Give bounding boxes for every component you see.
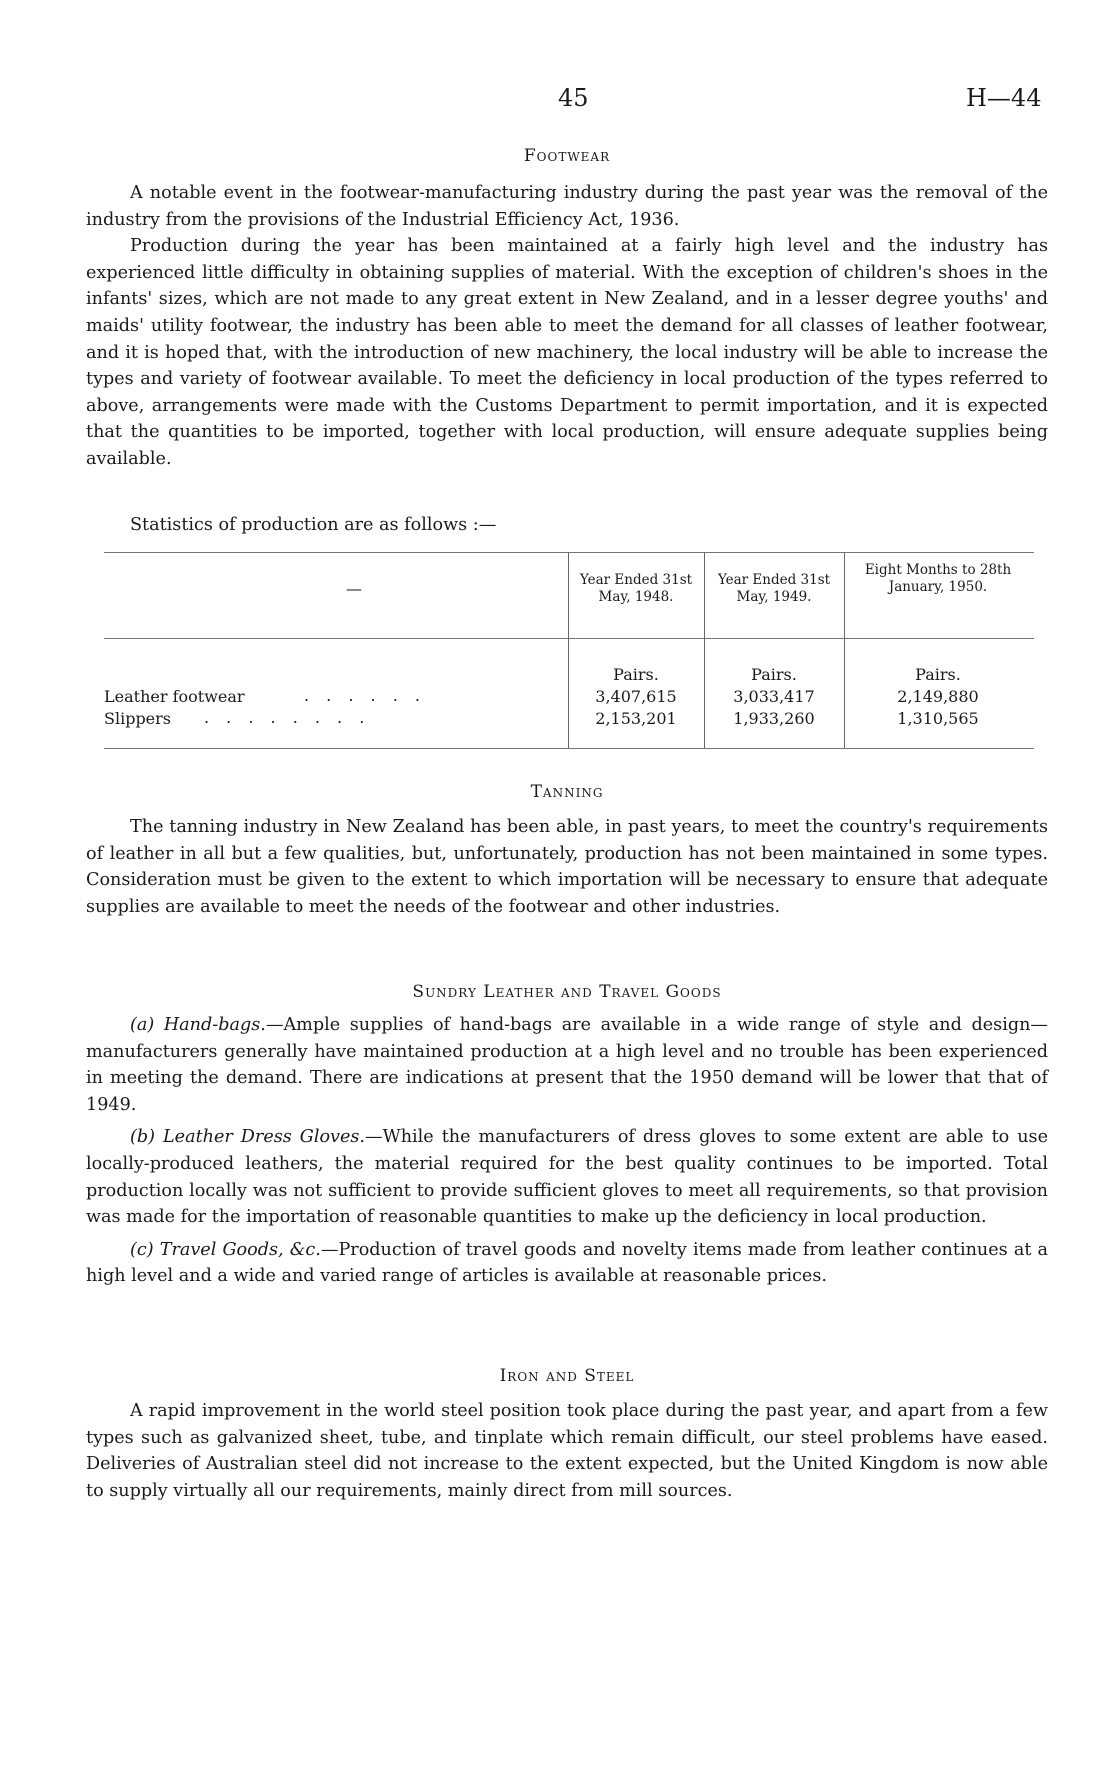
sundry-item-a bbox=[86, 1012, 1048, 1118]
value-cell: 2,153,201 bbox=[595, 709, 677, 728]
footwear-paragraph-1: A notable event in the footwear-manufacturing industry during the past year was the removal of the industry from the provisions of the Industrial Efficiency Act, 1936. bbox=[86, 183, 1048, 230]
sundry-item-c bbox=[86, 1237, 1048, 1290]
row-label: Leather footwear bbox=[104, 687, 245, 706]
item-text: —While the manufacturers of dress gloves to some extent are able to use locally-produced leathers, the material required for the best quality continues to be imported. Total production locally was not sufficient to provide sufficient gloves to meet all requirements, so that provision was made for the importation of reasonable quantities to make up the deficiency in local production. bbox=[86, 1127, 1048, 1228]
sundry-heading: Sundry Leather and Travel Goods bbox=[412, 982, 722, 1002]
statistics-intro: Statistics of production are as follows :— bbox=[130, 515, 497, 535]
unit-label: Pairs. bbox=[751, 665, 797, 684]
unit-label: Pairs. bbox=[915, 665, 961, 684]
sundry-item-b bbox=[86, 1124, 1048, 1230]
value-cell: 3,033,417 bbox=[733, 687, 815, 706]
statistics-intro-wrap bbox=[86, 512, 1048, 539]
item-marker: (c) bbox=[130, 1239, 154, 1260]
item-heading: Hand-bags. bbox=[163, 1015, 266, 1035]
item-text: —Production of travel goods and novelty items made from leather continues at a high level and a wide and varied range of articles is available at reasonable prices. bbox=[86, 1239, 1049, 1287]
footwear-heading: Footwear bbox=[523, 146, 611, 166]
page-number: 45 bbox=[558, 84, 589, 112]
iron-steel-heading: Iron and Steel bbox=[499, 1366, 635, 1386]
footwear-paragraph-2: Production during the year has been maintained at a fairly high level and the industry has experienced little difficulty in obtaining supplies of material. With the exception of children's shoes in the infants' sizes, which are not made to any great extent in New Zealand, and in a lesser degree youths' and maids' utility footwear, the industry has been able to meet the demand for all classes of leather footwear, and it is hoped that, with the introduction of new machinery, the local industry will be able to increase the types and variety of footwear available. To meet the deficiency in local production of the types referred to above, arrangements were made with the Customs Department to permit importation, and it is expected that the quantities to be imported, together with local production, will ensure adequate supplies being available. bbox=[86, 236, 1048, 469]
column-header-1950: Eight Months to 28th January, 1950. bbox=[864, 562, 1012, 595]
value-cell: 2,149,880 bbox=[897, 687, 979, 706]
row-label: Slippers bbox=[104, 709, 172, 728]
tanning-section bbox=[86, 814, 1048, 920]
value-cell: 1,310,565 bbox=[897, 709, 979, 728]
table-header-rule bbox=[104, 638, 1034, 639]
column-divider bbox=[704, 552, 705, 748]
stub-header: — bbox=[346, 579, 362, 598]
item-marker: (b) bbox=[130, 1127, 155, 1148]
column-header-1948: Year Ended 31st May, 1948. bbox=[579, 572, 693, 605]
sundry-section bbox=[86, 1012, 1048, 1290]
leader-dots: . . . . . . bbox=[304, 686, 426, 705]
item-heading: Leather Dress Gloves. bbox=[163, 1127, 366, 1148]
unit-label: Pairs. bbox=[613, 665, 659, 684]
value-cell: 1,933,260 bbox=[733, 709, 815, 728]
column-header-1949: Year Ended 31st May, 1949. bbox=[717, 572, 831, 605]
iron-steel-section bbox=[86, 1398, 1048, 1504]
column-divider bbox=[568, 552, 569, 748]
table-bottom-rule bbox=[104, 748, 1034, 749]
report-code: H—44 bbox=[966, 84, 1042, 112]
tanning-paragraph: The tanning industry in New Zealand has been able, in past years, to meet the country's requirements of leather in all but a few qualities, but, unfortunately, production has not been maintained in some types. Consideration must be given to the extent to which importation will be necessary to ensure that adequate supplies are available to meet the needs of the footwear and other industries. bbox=[86, 817, 1048, 917]
value-cell: 3,407,615 bbox=[595, 687, 677, 706]
item-heading: Travel Goods, &c. bbox=[159, 1239, 321, 1260]
iron-steel-paragraph: A rapid improvement in the world steel position took place during the past year, and apart from a few types such as galvanized sheet, tube, and tinplate which remain difficult, our steel problems have eased. Deliveries of Australian steel did not increase to the extent expected, but the United Kingdom is now able to supply virtually all our requirements, mainly direct from mill sources. bbox=[86, 1401, 1048, 1501]
tanning-heading: Tanning bbox=[530, 782, 604, 802]
item-text: —Ample supplies of hand-bags are available in a wide range of style and design—manufacturers generally have maintained production at a high level and no trouble has been experienced in meeting the demand. There are indications at present that the 1950 demand will be lower that that of 1949. bbox=[86, 1015, 1049, 1115]
footwear-section bbox=[86, 180, 1048, 473]
table-top-rule bbox=[104, 552, 1034, 553]
item-marker: (a) bbox=[130, 1015, 155, 1035]
leader-dots: . . . . . . . . bbox=[204, 708, 371, 727]
column-divider bbox=[844, 552, 845, 748]
